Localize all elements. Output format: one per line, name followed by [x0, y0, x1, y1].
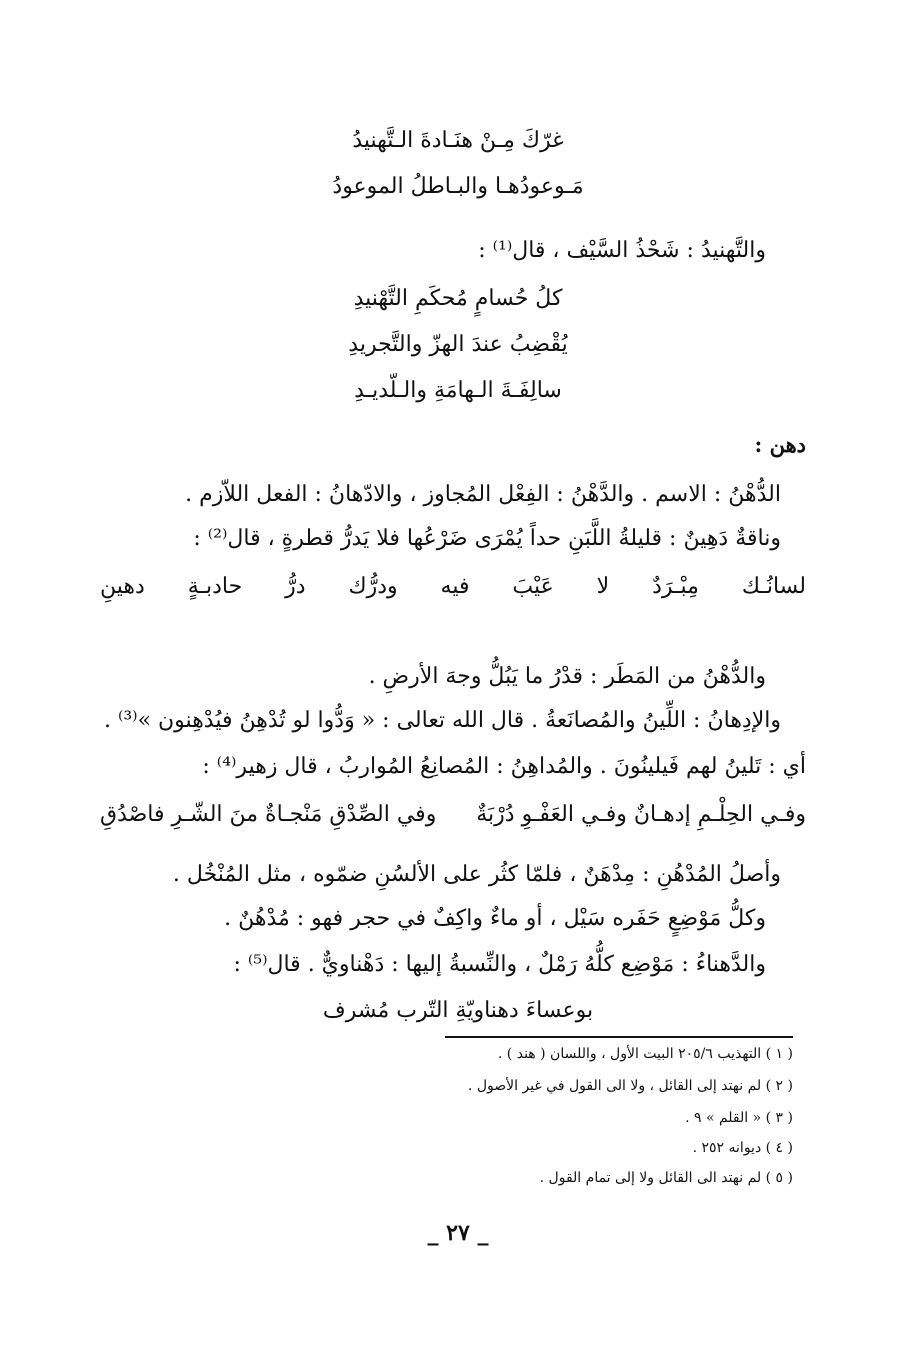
verse-word: مِبْـرَدٌ	[652, 574, 699, 599]
verse-word: ودرُّك	[348, 574, 398, 599]
paragraph-tahnid: والتَّهنيدُ : شَحْذُ السَّيْف ، قال⁽¹⁾ :	[478, 238, 766, 263]
verse-word: لا	[596, 574, 610, 599]
verse-word: درُّ	[285, 574, 306, 599]
paragraph-line-2: وناقةٌ دَهِينٌ : قليلةُ اللَّبَنِ حداً يُمْرَى ضَرْعُها فلا يَدرُّ قطرةٍ ، قال⁽²⁾ :	[193, 526, 781, 551]
verse-hemistich-second: وفي الصِّدْقِ مَنْجـاةٌ منَ الشّـرِ فاصْدُقِ	[100, 802, 437, 827]
paragraph-line-7: وكلُّ مَوْضِعٍ حَفَره سَيْل ، أو ماءٌ واكِفٌ في حجر فهو : مُدْهُنٌ .	[224, 906, 766, 931]
verse-line-3: كلُ حُسامٍ مُحكَمِ التَّهْنيدِ	[353, 286, 563, 311]
verse-line-1: غرّكَ مِـنْ هنَـادةَ الـتَّهنيدُ	[352, 128, 564, 153]
verse-line-6: بوعساءَ دهناويّةِ التّرب مُشرف	[322, 998, 594, 1023]
verse-line-5: سالِفَـةَ الـهامَةِ والـلّديـدِ	[354, 378, 562, 403]
verse-row-zuhair	[100, 800, 806, 830]
paragraph-line-1: الدُّهْنُ : الاسم . والدَّهْنُ : الفِعْل المُجاوز ، والادّهانُ : الفعل اللاّزم .	[185, 482, 781, 507]
verse-word: دهينِ	[100, 574, 145, 599]
verse-word: فيه	[440, 574, 470, 599]
verse-row-dahin	[100, 572, 806, 602]
footnote-1: ( ١ ) التهذيب ٢٠٥/٦ البيت الأول ، واللسان ( هند ) .	[497, 1046, 793, 1062]
verse-word: حادبـةٍ	[187, 574, 243, 599]
paragraph-line-6: وأصلُ المُدْهُنِ : مِدْهَنٌ ، فلمّا كثُر على الألسُنِ ضمّوه ، مثل المُنْخُل .	[172, 862, 781, 887]
page-number: _ ٢٧ _	[427, 1220, 489, 1246]
footnote-4: ( ٤ ) ديوانه ٢٥٢ .	[692, 1140, 793, 1156]
footnote-divider	[445, 1036, 793, 1038]
paragraph-line-5: أي : تَلينُ لهم فَيلينُونَ . والمُداهِنُ : المُصانِعُ المُواربُ ، قال زهير⁽⁴⁾ :	[202, 754, 806, 779]
paragraph-line-8: والدَّهناءُ : مَوْضِع كلُّهُ رَمْلٌ ، والنِّسبةُ إليها : دَهْناويٌّ . قال⁽⁵⁾ :	[233, 952, 766, 977]
verse-hemistich-first: وفـي الحِلْـمِ إدهـانٌ وفـي العَفْـوِ دُرْبَةٌ	[476, 802, 806, 827]
entry-heading-dahn: دهن :	[754, 432, 806, 457]
footnote-2: ( ٢ ) لم نهتد إلى القائل ، ولا الى القول في غير الأصول .	[467, 1078, 793, 1094]
verse-line-4: يُقْضِبُ عندَ الهزّ والتَّجريدِ	[348, 332, 568, 357]
footnote-5: ( ٥ ) لم نهتد الى القائل ولا إلى تمام القول .	[539, 1170, 793, 1186]
paragraph-line-4: والإدِهانُ : اللِّينُ والمُصانَعةُ . قال الله تعالى : « وَدُّوا لو تُدْهِنُ فيُدْهِنون »⁽³⁾ .	[103, 708, 781, 733]
paragraph-line-3: والدُّهْنُ من المَطَر : قدْرُ ما يَبُلُّ وجهَ الأرضِ .	[368, 664, 766, 689]
verse-word: عَيْبَ	[512, 574, 554, 599]
verse-word: لسانُـك	[741, 574, 806, 599]
verse-line-2: مَـوعودُهـا والبـاطلُ الموعودُ	[332, 174, 584, 199]
footnote-3: ( ٣ ) « القلم » ٩ .	[685, 1110, 793, 1126]
